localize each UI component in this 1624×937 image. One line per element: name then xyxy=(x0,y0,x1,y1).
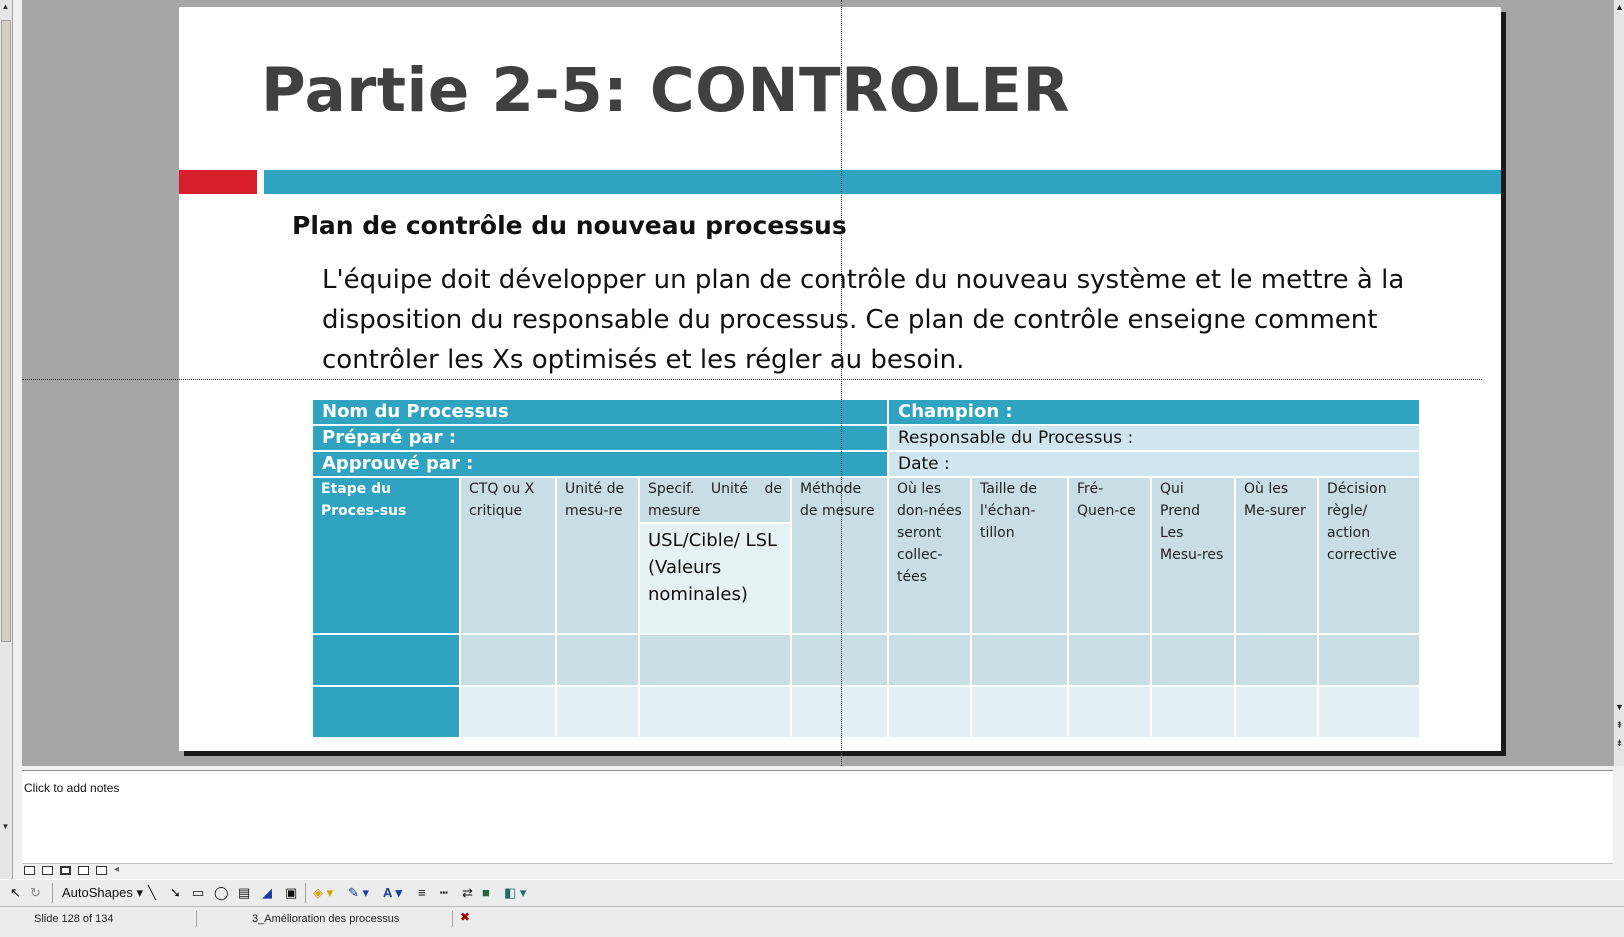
prepared-by-cell[interactable]: Préparé par : xyxy=(313,426,889,452)
view-buttons-bar xyxy=(22,863,1613,878)
arrow-tool-icon[interactable]: ➘ xyxy=(170,885,181,900)
notes-pane[interactable] xyxy=(22,770,1613,864)
table-cell[interactable] xyxy=(1319,687,1421,739)
scroll-thumb[interactable] xyxy=(1,20,11,642)
autoshapes-menu[interactable]: AutoShapes ▾ xyxy=(62,885,143,900)
outline-pane-scrollbar[interactable] xyxy=(0,0,13,880)
teal-accent-bar xyxy=(264,170,1501,194)
status-bar xyxy=(0,906,1624,937)
table-cell[interactable] xyxy=(889,635,972,687)
slide-view-icon[interactable] xyxy=(60,866,71,875)
font-color-icon[interactable]: A ▾ xyxy=(383,885,403,900)
table-cell[interactable] xyxy=(1152,635,1236,687)
text-box-icon[interactable]: ▤ xyxy=(238,885,251,900)
red-accent-bar xyxy=(179,170,257,194)
design-template-name: 3_Amélioration des processus xyxy=(252,911,453,927)
column-header-spec[interactable] xyxy=(640,478,792,635)
column-header-method[interactable]: Méthode de mesure xyxy=(792,478,889,635)
toolbar-separator xyxy=(305,883,306,903)
slide-body-text[interactable]: L'équipe doit développer un plan de contrôle du nouveau système et le mettre à la disposition du responsable du processus. Ce plan de contrôle enseigne comment contrôler les Xs optimisés et les régler au besoin. xyxy=(322,265,1405,375)
table-cell[interactable] xyxy=(313,687,461,739)
table-cell[interactable] xyxy=(1236,687,1319,739)
slide-heading[interactable]: Plan de contrôle du nouveau processus xyxy=(292,211,847,240)
notes-placeholder[interactable]: Click to add notes xyxy=(24,781,120,795)
line-style-icon[interactable]: ≡ xyxy=(418,885,426,900)
approved-by-cell[interactable]: Approuvé par : xyxy=(313,452,889,478)
dash-style-icon[interactable]: ┅ xyxy=(440,885,448,900)
spec-unit-label: Specif. Unité de mesure xyxy=(640,478,790,524)
column-header-who-measures[interactable]: Qui Prend Les Mesu-res xyxy=(1152,478,1236,635)
line-color-icon[interactable]: ✎ ▾ xyxy=(348,885,370,900)
column-header-unit[interactable]: Unité de mesu-re xyxy=(557,478,640,635)
slide-editing-area[interactable] xyxy=(22,0,1613,766)
table-cell[interactable] xyxy=(640,635,792,687)
table-cell[interactable] xyxy=(1319,635,1421,687)
process-name-cell[interactable]: Nom du Processus xyxy=(313,400,889,426)
table-cell[interactable] xyxy=(1236,635,1319,687)
normal-view-icon[interactable] xyxy=(24,866,35,875)
table-cell[interactable] xyxy=(313,635,461,687)
control-plan-table[interactable] xyxy=(313,400,1421,739)
toolbar-separator xyxy=(52,883,53,903)
table-cell[interactable] xyxy=(461,687,557,739)
spelling-status-icon[interactable]: ✖ xyxy=(460,910,471,924)
table-cell[interactable] xyxy=(557,687,640,739)
process-owner-cell[interactable]: Responsable du Processus : xyxy=(889,426,1421,452)
next-slide-icon[interactable]: ⇟ xyxy=(1615,738,1624,748)
column-header-data-location[interactable]: Où les don-nées seront collec-tées xyxy=(889,478,972,635)
scroll-up-arrow-icon[interactable]: ▲ xyxy=(1,2,10,11)
table-cell[interactable] xyxy=(972,635,1069,687)
champion-cell[interactable]: Champion : xyxy=(889,400,1421,426)
table-row[interactable] xyxy=(313,687,1421,739)
fill-color-icon[interactable]: ◈ ▾ xyxy=(313,885,334,900)
table-cell[interactable] xyxy=(461,635,557,687)
select-pointer-icon[interactable]: ↖ xyxy=(10,885,21,900)
column-header-decision[interactable]: Décision règle/ action corrective xyxy=(1319,478,1421,635)
previous-slide-icon[interactable]: ⇞ xyxy=(1615,720,1624,730)
free-rotate-icon[interactable]: ↻ xyxy=(30,885,41,900)
slide-title[interactable]: Partie 2-5: CONTROLER xyxy=(261,55,1070,126)
scroll-up-arrow-icon[interactable]: ▲ xyxy=(1615,2,1624,12)
table-cell[interactable] xyxy=(1069,635,1152,687)
oval-tool-icon[interactable]: ◯ xyxy=(214,885,229,900)
column-header-frequency[interactable]: Fré-Quen-ce xyxy=(1069,478,1152,635)
insert-clipart-icon[interactable]: ▣ xyxy=(285,885,298,900)
horizontal-guide-line[interactable] xyxy=(22,379,1482,380)
slide-sorter-icon[interactable] xyxy=(78,866,89,875)
column-header-process-step[interactable]: Etape du Proces-sus xyxy=(313,478,461,635)
table-cell[interactable] xyxy=(640,687,792,739)
3d-style-icon[interactable]: ◧ ▾ xyxy=(504,885,527,900)
column-header-ctq[interactable]: CTQ ou X critique xyxy=(461,478,557,635)
vertical-guide-line[interactable] xyxy=(841,0,842,766)
slide-counter: Slide 128 of 134 xyxy=(34,911,197,927)
spec-nominal-values[interactable]: USL/Cible/ LSL (Valeurs nominales) xyxy=(640,524,790,633)
arrow-style-icon[interactable]: ⇄ xyxy=(462,885,473,900)
table-cell[interactable] xyxy=(889,687,972,739)
table-cell[interactable] xyxy=(557,635,640,687)
line-tool-icon[interactable]: ╲ xyxy=(148,885,156,900)
slideshow-icon[interactable] xyxy=(96,866,107,875)
scroll-down-arrow-icon[interactable]: ▼ xyxy=(1,822,10,831)
column-header-sample-size[interactable]: Taille de l'échan-tillon xyxy=(972,478,1069,635)
table-cell[interactable] xyxy=(1069,687,1152,739)
scroll-down-arrow-icon[interactable]: ▼ xyxy=(1615,702,1624,712)
table-cell[interactable] xyxy=(972,687,1069,739)
table-cell[interactable] xyxy=(1152,687,1236,739)
date-cell[interactable]: Date : xyxy=(889,452,1421,478)
wordart-icon[interactable]: ◢ xyxy=(262,885,272,900)
autoshapes-label: AutoShapes xyxy=(62,885,133,900)
vertical-scrollbar[interactable] xyxy=(1613,0,1624,766)
table-row[interactable] xyxy=(313,635,1421,687)
drawing-toolbar xyxy=(0,879,1624,907)
shadow-style-icon[interactable]: ■ xyxy=(482,885,490,900)
rectangle-tool-icon[interactable]: ▭ xyxy=(192,885,205,900)
column-header-where-measure[interactable]: Où les Me-surer xyxy=(1236,478,1319,635)
outline-view-icon[interactable] xyxy=(42,866,53,875)
scroll-left-arrow-icon[interactable]: ◂ xyxy=(114,864,120,875)
